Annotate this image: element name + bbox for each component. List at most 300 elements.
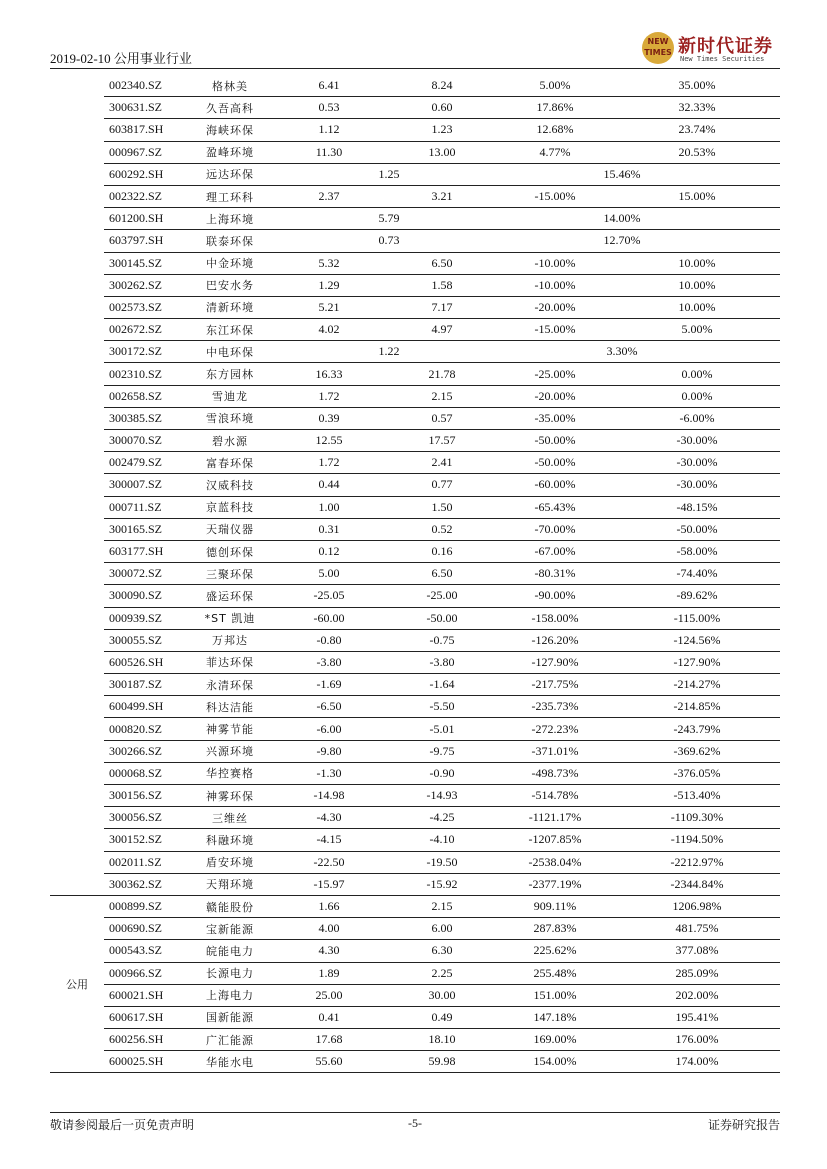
eps-high-cell: 59.98 [388,1051,496,1073]
eps-high-cell: -5.50 [388,696,496,718]
header-divider [50,68,780,69]
growth-high-cell: -124.56% [614,629,780,651]
stock-code-cell: 600021.SH [104,984,190,1006]
eps-low-cell: 1.29 [270,274,388,296]
page-header [50,36,780,70]
merged-growth-cell: 14.00% [564,208,680,230]
merged-eps-cell: 1.25 [328,163,450,185]
eps-high-cell: -4.25 [388,807,496,829]
company-logo [640,32,780,68]
stock-name-cell: 赣能股份 [190,895,270,917]
empty-cell [450,163,564,185]
eps-high-cell: -1.64 [388,674,496,696]
table-row [50,585,780,607]
table-row [50,341,780,363]
merged-eps-cell: 5.79 [328,208,450,230]
table-row [50,873,780,895]
eps-high-cell: -9.75 [388,740,496,762]
stock-name-cell: 理工环科 [190,185,270,207]
eps-low-cell: -3.80 [270,651,388,673]
stock-name-cell: 永清环保 [190,674,270,696]
stock-name-cell: 菲达环保 [190,651,270,673]
growth-low-cell: -70.00% [496,518,614,540]
stock-name-cell: 神雾环保 [190,785,270,807]
eps-high-cell: 3.21 [388,185,496,207]
table-row [50,430,780,452]
stock-code-cell: 300156.SZ [104,785,190,807]
table-row [50,163,780,185]
group-label: 公用 [50,895,104,1073]
eps-low-cell: 12.55 [270,430,388,452]
eps-low-cell: 4.30 [270,940,388,962]
table-row [50,629,780,651]
growth-high-cell: -115.00% [614,607,780,629]
stock-name-cell: 天翔环境 [190,873,270,895]
table-row [50,651,780,673]
stock-name-cell: 碧水源 [190,430,270,452]
growth-low-cell: -60.00% [496,474,614,496]
growth-high-cell: -243.79% [614,718,780,740]
stock-name-cell: 中电环保 [190,341,270,363]
stock-code-cell: 300187.SZ [104,674,190,696]
stock-code-cell: 300145.SZ [104,252,190,274]
stock-code-cell: 300385.SZ [104,407,190,429]
eps-low-cell: 0.39 [270,407,388,429]
table-row [50,385,780,407]
stock-code-cell: 300631.SZ [104,97,190,119]
stock-name-cell: 皖能电力 [190,940,270,962]
growth-high-cell: -30.00% [614,452,780,474]
empty-cell [450,230,564,252]
stock-name-cell: 远达环保 [190,163,270,185]
growth-low-cell: -20.00% [496,385,614,407]
table-row [50,607,780,629]
eps-low-cell: -60.00 [270,607,388,629]
stock-code-cell: 600025.SH [104,1051,190,1073]
growth-low-cell: -50.00% [496,430,614,452]
eps-high-cell: 2.41 [388,452,496,474]
table-row [50,518,780,540]
empty-cell [680,163,780,185]
growth-low-cell: 287.83% [496,918,614,940]
eps-high-cell: 17.57 [388,430,496,452]
growth-high-cell: 285.09% [614,962,780,984]
table-row [50,319,780,341]
eps-low-cell: 0.12 [270,540,388,562]
stock-code-cell: 300007.SZ [104,474,190,496]
stock-name-cell: 长源电力 [190,962,270,984]
table-row [50,141,780,163]
eps-low-cell: -14.98 [270,785,388,807]
stock-code-cell: 300172.SZ [104,341,190,363]
stock-name-cell: 德创环保 [190,540,270,562]
growth-high-cell: 20.53% [614,141,780,163]
growth-high-cell: -48.15% [614,496,780,518]
eps-high-cell: 0.16 [388,540,496,562]
table-row [50,252,780,274]
stock-name-cell: 神雾节能 [190,718,270,740]
table-row [50,740,780,762]
stock-code-cell: 600499.SH [104,696,190,718]
table-row [50,785,780,807]
eps-high-cell: 2.25 [388,962,496,984]
stock-name-cell: *ST 凯迪 [190,607,270,629]
eps-low-cell: 16.33 [270,363,388,385]
eps-low-cell: 0.31 [270,518,388,540]
eps-high-cell: 6.50 [388,563,496,585]
stock-code-cell: 002573.SZ [104,296,190,318]
stock-name-cell: 三维丝 [190,807,270,829]
growth-low-cell: -235.73% [496,696,614,718]
eps-low-cell: -22.50 [270,851,388,873]
growth-high-cell: 15.00% [614,185,780,207]
table-row [50,895,780,917]
stock-code-cell: 300266.SZ [104,740,190,762]
stock-code-cell: 603177.SH [104,540,190,562]
eps-low-cell: -6.50 [270,696,388,718]
logo-english-name: New Times Securities [680,55,765,63]
table-row [50,563,780,585]
stock-code-cell: 300362.SZ [104,873,190,895]
stock-name-cell: 华能水电 [190,1051,270,1073]
growth-high-cell: -369.62% [614,740,780,762]
table-row [50,962,780,984]
eps-high-cell: 2.15 [388,385,496,407]
stock-code-cell: 002658.SZ [104,385,190,407]
logo-badge: NEW TIMES [642,32,674,64]
growth-low-cell: -514.78% [496,785,614,807]
eps-low-cell: -4.30 [270,807,388,829]
stock-code-cell: 603817.SH [104,119,190,141]
eps-low-cell: -1.69 [270,674,388,696]
stock-name-cell: 兴源环境 [190,740,270,762]
stock-code-cell: 002322.SZ [104,185,190,207]
eps-low-cell: 1.72 [270,452,388,474]
growth-low-cell: 255.48% [496,962,614,984]
eps-high-cell: 0.49 [388,1006,496,1028]
stock-code-cell: 002310.SZ [104,363,190,385]
growth-high-cell: 481.75% [614,918,780,940]
logo-chinese-name: 新时代证券 [678,36,773,57]
growth-high-cell: -89.62% [614,585,780,607]
table-row [50,274,780,296]
eps-low-cell: 25.00 [270,984,388,1006]
eps-low-cell: 1.12 [270,119,388,141]
eps-low-cell: 17.68 [270,1029,388,1051]
table-row [50,762,780,784]
growth-low-cell: -10.00% [496,274,614,296]
stock-code-cell: 600292.SH [104,163,190,185]
table-row [50,1029,780,1051]
growth-low-cell: -90.00% [496,585,614,607]
eps-low-cell: 1.00 [270,496,388,518]
eps-high-cell: -25.00 [388,585,496,607]
stock-code-cell: 603797.SH [104,230,190,252]
growth-low-cell: -80.31% [496,563,614,585]
stock-name-cell: 雪迪龙 [190,385,270,407]
table-row [50,851,780,873]
stock-name-cell: 万邦达 [190,629,270,651]
eps-high-cell: -5.01 [388,718,496,740]
table-row [50,363,780,385]
stock-name-cell: 清新环境 [190,296,270,318]
eps-low-cell: -25.05 [270,585,388,607]
eps-high-cell: 1.23 [388,119,496,141]
growth-low-cell: -272.23% [496,718,614,740]
stock-name-cell: 东江环保 [190,319,270,341]
eps-high-cell: -14.93 [388,785,496,807]
stock-code-cell: 000543.SZ [104,940,190,962]
stock-name-cell: 盾安环境 [190,851,270,873]
stock-code-cell: 000899.SZ [104,895,190,917]
data-table-container [50,75,780,1073]
eps-high-cell: 0.52 [388,518,496,540]
stock-name-cell: 国新能源 [190,1006,270,1028]
stock-code-cell: 300262.SZ [104,274,190,296]
eps-high-cell: -0.90 [388,762,496,784]
eps-high-cell: -0.75 [388,629,496,651]
eps-high-cell: 0.77 [388,474,496,496]
eps-high-cell: 6.50 [388,252,496,274]
stock-code-cell: 600617.SH [104,1006,190,1028]
stock-name-cell: 上海环境 [190,208,270,230]
stock-name-cell: 上海电力 [190,984,270,1006]
table-row [50,984,780,1006]
table-row [50,496,780,518]
table-row [50,185,780,207]
growth-low-cell: 5.00% [496,75,614,97]
table-row [50,452,780,474]
growth-high-cell: 195.41% [614,1006,780,1028]
stock-code-cell: 002479.SZ [104,452,190,474]
stock-code-cell: 601200.SH [104,208,190,230]
growth-low-cell: -20.00% [496,296,614,318]
eps-low-cell: 11.30 [270,141,388,163]
stock-code-cell: 600256.SH [104,1029,190,1051]
growth-high-cell: -2344.84% [614,873,780,895]
stock-name-cell: 科达洁能 [190,696,270,718]
stock-name-cell: 东方园林 [190,363,270,385]
eps-high-cell: 18.10 [388,1029,496,1051]
stock-code-cell: 000068.SZ [104,762,190,784]
table-row [50,696,780,718]
eps-high-cell: 4.97 [388,319,496,341]
stock-name-cell: 华控赛格 [190,762,270,784]
stock-code-cell: 002672.SZ [104,319,190,341]
stock-name-cell: 三聚环保 [190,563,270,585]
merged-growth-cell: 3.30% [564,341,680,363]
growth-high-cell: 10.00% [614,296,780,318]
empty-cell [270,163,328,185]
growth-low-cell: -2538.04% [496,851,614,873]
table-body [50,75,780,1073]
eps-high-cell: 0.60 [388,97,496,119]
earnings-forecast-table [50,75,780,1073]
growth-low-cell: 151.00% [496,984,614,1006]
table-row [50,829,780,851]
merged-eps-cell: 0.73 [328,230,450,252]
growth-high-cell: 32.33% [614,97,780,119]
eps-high-cell: -15.92 [388,873,496,895]
growth-low-cell: -217.75% [496,674,614,696]
growth-high-cell: -2212.97% [614,851,780,873]
empty-cell [450,208,564,230]
growth-low-cell: -65.43% [496,496,614,518]
eps-low-cell: 1.89 [270,962,388,984]
stock-name-cell: 海峡环保 [190,119,270,141]
empty-cell [270,208,328,230]
stock-name-cell: 京蓝科技 [190,496,270,518]
table-row [50,474,780,496]
growth-high-cell: 377.08% [614,940,780,962]
growth-low-cell: -50.00% [496,452,614,474]
growth-high-cell: -513.40% [614,785,780,807]
merged-growth-cell: 12.70% [564,230,680,252]
stock-name-cell: 科融环境 [190,829,270,851]
growth-high-cell: -6.00% [614,407,780,429]
empty-cell [270,341,328,363]
table-row [50,718,780,740]
eps-high-cell: 2.15 [388,895,496,917]
table-row [50,296,780,318]
stock-name-cell: 中金环境 [190,252,270,274]
stock-name-cell: 格林美 [190,75,270,97]
growth-low-cell: -126.20% [496,629,614,651]
growth-high-cell: 176.00% [614,1029,780,1051]
growth-high-cell: -50.00% [614,518,780,540]
eps-high-cell: 6.30 [388,940,496,962]
table-row [50,918,780,940]
growth-low-cell: -35.00% [496,407,614,429]
growth-low-cell: -127.90% [496,651,614,673]
growth-low-cell: 225.62% [496,940,614,962]
eps-low-cell: 0.53 [270,97,388,119]
eps-high-cell: 13.00 [388,141,496,163]
eps-low-cell: 5.32 [270,252,388,274]
stock-name-cell: 久吾高科 [190,97,270,119]
growth-low-cell: 4.77% [496,141,614,163]
eps-high-cell: -3.80 [388,651,496,673]
eps-high-cell: -50.00 [388,607,496,629]
empty-cell [450,341,564,363]
stock-code-cell: 300090.SZ [104,585,190,607]
growth-low-cell: -15.00% [496,319,614,341]
eps-low-cell: 0.41 [270,1006,388,1028]
eps-low-cell: 5.00 [270,563,388,585]
table-row [50,540,780,562]
stock-code-cell: 000711.SZ [104,496,190,518]
eps-high-cell: -19.50 [388,851,496,873]
table-row [50,674,780,696]
growth-high-cell: -1194.50% [614,829,780,851]
eps-high-cell: 6.00 [388,918,496,940]
eps-low-cell: -6.00 [270,718,388,740]
stock-code-cell: 300152.SZ [104,829,190,851]
stock-code-cell: 000939.SZ [104,607,190,629]
growth-high-cell: -74.40% [614,563,780,585]
growth-high-cell: -376.05% [614,762,780,784]
page-number: -5- [408,1116,422,1130]
eps-low-cell: 5.21 [270,296,388,318]
growth-high-cell: -214.27% [614,674,780,696]
eps-high-cell: 30.00 [388,984,496,1006]
empty-cell [680,208,780,230]
growth-high-cell: 35.00% [614,75,780,97]
growth-high-cell: 10.00% [614,274,780,296]
stock-name-cell: 盛运环保 [190,585,270,607]
stock-code-cell: 000690.SZ [104,918,190,940]
eps-high-cell: 1.50 [388,496,496,518]
footer-divider [50,1112,780,1113]
eps-high-cell: 7.17 [388,296,496,318]
stock-name-cell: 巴安水务 [190,274,270,296]
eps-low-cell: -15.97 [270,873,388,895]
stock-code-cell: 000967.SZ [104,141,190,163]
table-row [50,940,780,962]
growth-low-cell: -158.00% [496,607,614,629]
eps-high-cell: 21.78 [388,363,496,385]
empty-cell [270,230,328,252]
growth-high-cell: -58.00% [614,540,780,562]
table-row [50,230,780,252]
empty-cell [680,341,780,363]
stock-code-cell: 300056.SZ [104,807,190,829]
stock-name-cell: 雪浪环境 [190,407,270,429]
stock-name-cell: 广汇能源 [190,1029,270,1051]
disclaimer-note: 敬请参阅最后一页免责声明 [50,1118,195,1132]
eps-low-cell: 2.37 [270,185,388,207]
table-row [50,97,780,119]
growth-low-cell: -1207.85% [496,829,614,851]
growth-low-cell: 154.00% [496,1051,614,1073]
eps-low-cell: -1.30 [270,762,388,784]
eps-high-cell: -4.10 [388,829,496,851]
stock-code-cell: 002011.SZ [104,851,190,873]
eps-low-cell: -4.15 [270,829,388,851]
growth-low-cell: 12.68% [496,119,614,141]
report-type: 证券研究报告 [707,1118,780,1132]
growth-high-cell: 0.00% [614,363,780,385]
growth-low-cell: 169.00% [496,1029,614,1051]
eps-low-cell: -0.80 [270,629,388,651]
stock-code-cell: 300055.SZ [104,629,190,651]
eps-high-cell: 8.24 [388,75,496,97]
growth-low-cell: 909.11% [496,895,614,917]
growth-high-cell: 202.00% [614,984,780,1006]
growth-high-cell: 174.00% [614,1051,780,1073]
merged-eps-cell: 1.22 [328,341,450,363]
stock-name-cell: 富春环保 [190,452,270,474]
growth-low-cell: 17.86% [496,97,614,119]
eps-high-cell: 0.57 [388,407,496,429]
eps-low-cell: 0.44 [270,474,388,496]
growth-low-cell: -67.00% [496,540,614,562]
eps-low-cell: -9.80 [270,740,388,762]
growth-high-cell: 23.74% [614,119,780,141]
merged-growth-cell: 15.46% [564,163,680,185]
growth-low-cell: -15.00% [496,185,614,207]
growth-high-cell: -127.90% [614,651,780,673]
growth-high-cell: 10.00% [614,252,780,274]
growth-high-cell: -30.00% [614,474,780,496]
growth-low-cell: 147.18% [496,1006,614,1028]
eps-low-cell: 55.60 [270,1051,388,1073]
growth-low-cell: -498.73% [496,762,614,784]
eps-low-cell: 1.66 [270,895,388,917]
growth-low-cell: -25.00% [496,363,614,385]
growth-high-cell: -214.85% [614,696,780,718]
header-date-sector: 2019-02-10 公用事业行业 [50,51,192,66]
